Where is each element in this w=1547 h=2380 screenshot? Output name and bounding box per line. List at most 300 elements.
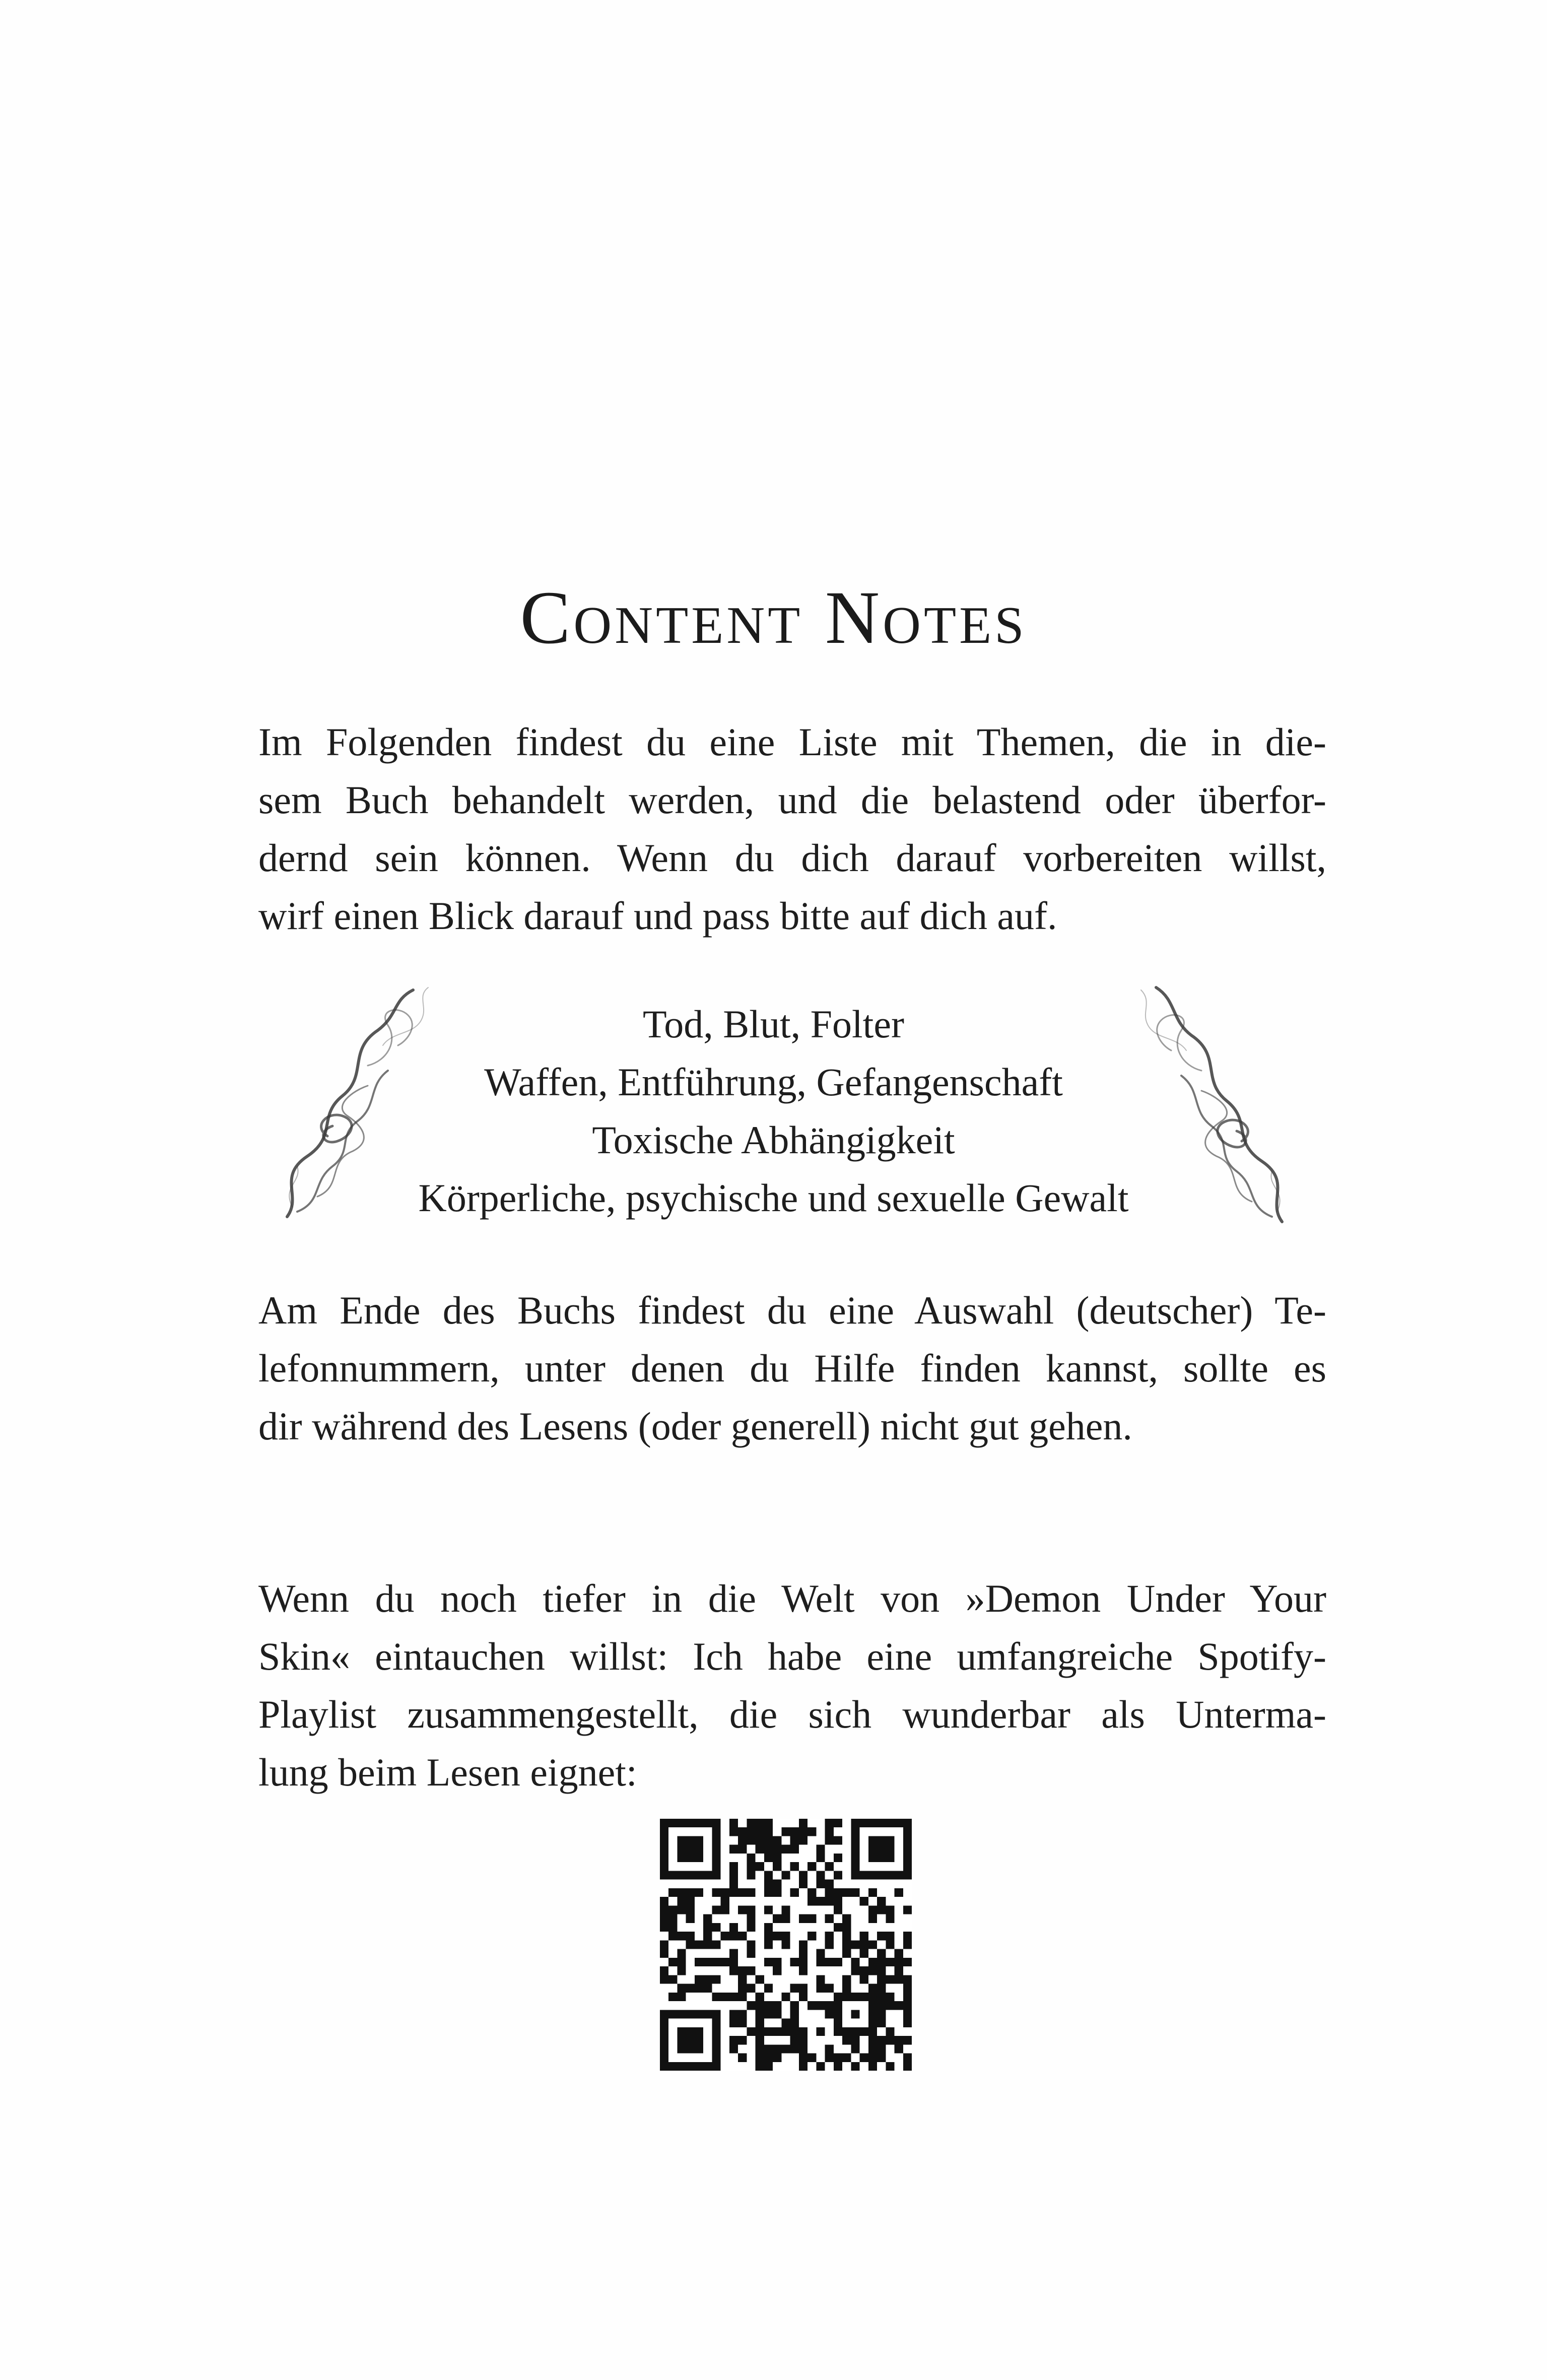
qr-module — [886, 2027, 894, 2036]
qr-module — [756, 1827, 764, 1836]
qr-module — [886, 1993, 894, 2001]
playlist-line: Wenn du noch tiefer in die Welt von »Demon Under Your — [258, 1576, 1326, 1620]
qr-module — [756, 2062, 764, 2071]
qr-module — [799, 1819, 808, 1827]
qr-module — [781, 1871, 790, 1879]
qr-module — [834, 1854, 842, 1862]
qr-module — [825, 1862, 834, 1871]
qr-module — [756, 2054, 764, 2062]
qr-module — [660, 1966, 668, 1975]
qr-module — [825, 1932, 834, 1940]
qr-module — [764, 1923, 773, 1932]
qr-module — [764, 1940, 773, 1949]
qr-module — [756, 2001, 764, 2010]
qr-module — [660, 1949, 668, 1958]
qr-module — [756, 1845, 764, 1854]
qr-module — [773, 1888, 781, 1897]
qr-module — [781, 2027, 790, 2036]
qr-module — [834, 1897, 842, 1905]
qr-module — [790, 2044, 799, 2053]
qr-module — [903, 1905, 912, 1914]
qr-module — [842, 1932, 851, 1940]
qr-module — [738, 1827, 747, 1836]
qr-module — [764, 2044, 773, 2053]
qr-module — [781, 1993, 790, 2001]
qr-module — [799, 1984, 808, 1993]
qr-module — [738, 2019, 747, 2027]
qr-module — [729, 1949, 738, 1958]
qr-module — [886, 2062, 894, 2071]
qr-module — [703, 1940, 712, 1949]
qr-module — [860, 1940, 868, 1949]
qr-module — [738, 1975, 747, 1984]
qr-module — [860, 2054, 868, 2062]
qr-module — [695, 1984, 703, 1993]
qr-module — [686, 1905, 695, 1914]
qr-module — [895, 1888, 903, 1897]
qr-module — [834, 2062, 842, 2071]
qr-module — [738, 2010, 747, 2018]
qr-module — [660, 1923, 668, 1932]
qr-module — [756, 2019, 764, 2027]
qr-module — [825, 1984, 834, 1993]
qr-module — [738, 1845, 747, 1854]
qr-module — [842, 1923, 851, 1932]
qr-module — [799, 1940, 808, 1949]
qr-module — [851, 1888, 859, 1897]
qr-module — [764, 1836, 773, 1844]
qr-module — [756, 2010, 764, 2018]
qr-module — [729, 1923, 738, 1932]
qr-module — [729, 1880, 738, 1888]
qr-module — [729, 2044, 738, 2053]
qr-module — [677, 1905, 686, 1914]
qr-module — [747, 1871, 755, 1879]
qr-module — [756, 2036, 764, 2044]
qr-module — [703, 1914, 712, 1923]
qr-module — [895, 2001, 903, 2010]
qr-module — [668, 1975, 677, 1984]
qr-module — [695, 1888, 703, 1897]
qr-module — [703, 1923, 712, 1932]
qr-module — [677, 1836, 703, 1862]
qr-module — [790, 1827, 799, 1836]
playlist-paragraph — [258, 1569, 1326, 1801]
qr-module — [773, 1854, 781, 1862]
qr-module — [825, 1827, 834, 1836]
qr-module — [764, 1984, 773, 1993]
qr-module — [747, 2027, 755, 2036]
topic-item: Tod, Blut, Folter — [643, 1002, 904, 1046]
qr-module — [903, 1940, 912, 1949]
qr-module — [808, 1914, 816, 1923]
qr-module — [764, 2054, 773, 2062]
topic-item: Körperliche, psychische und sexuelle Gewalt — [418, 1176, 1129, 1220]
qr-module — [790, 1888, 799, 1897]
qr-module — [747, 1905, 755, 1914]
qr-module — [851, 2062, 859, 2071]
qr-module — [721, 1958, 729, 1966]
qr-module — [877, 1932, 886, 1940]
qr-module — [668, 1923, 677, 1932]
qr-module — [808, 1897, 816, 1905]
qr-module — [773, 2027, 781, 2036]
qr-module — [799, 2054, 808, 2062]
qr-module — [877, 2054, 886, 2062]
qr-module — [799, 1827, 808, 1836]
qr-module — [851, 2044, 859, 2053]
qr-module — [799, 1993, 808, 2001]
qr-module — [712, 1975, 720, 1984]
qr-module — [721, 1897, 729, 1905]
qr-module — [877, 1993, 886, 2001]
qr-module — [677, 1897, 686, 1905]
qr-module — [712, 1993, 720, 2001]
qr-module — [703, 1984, 712, 1993]
qr-module — [790, 2027, 799, 2036]
qr-module — [747, 1836, 755, 1844]
playlist-line: Playlist zusammengestellt, die sich wunderbar als Untermа- — [258, 1692, 1326, 1736]
qr-module — [834, 1819, 842, 1827]
qr-module — [816, 1958, 825, 1966]
qr-module — [860, 1966, 868, 1975]
qr-module — [903, 2010, 912, 2018]
qr-module — [790, 2036, 799, 2044]
qr-module — [903, 2019, 912, 2027]
qr-module — [834, 1923, 842, 1932]
qr-module — [842, 1975, 851, 1984]
qr-module — [773, 1836, 781, 1844]
qr-module — [747, 2001, 755, 2010]
qr-module — [825, 1940, 834, 1949]
qr-module — [686, 1914, 695, 1923]
qr-module — [851, 1966, 859, 1975]
qr-module — [895, 1975, 903, 1984]
qr-module — [660, 1905, 668, 1914]
qr-module — [773, 1958, 781, 1966]
qr-module — [816, 1871, 825, 1879]
qr-module — [677, 1888, 686, 1897]
qr-module — [747, 1984, 755, 1993]
qr-module — [790, 1836, 799, 1844]
qr-module — [868, 2036, 877, 2044]
qr-module — [860, 1897, 868, 1905]
qr-module — [799, 2062, 808, 2071]
qr-module — [660, 1914, 668, 1923]
topic-item: Waffen, Entführung, Gefangenschaft — [484, 1060, 1063, 1104]
qr-module — [677, 1932, 686, 1940]
qr-module — [756, 2044, 764, 2053]
qr-module — [764, 2027, 773, 2036]
qr-module — [886, 1905, 894, 1914]
qr-module — [747, 1819, 755, 1827]
qr-module — [668, 1905, 677, 1914]
qr-module — [799, 1871, 808, 1879]
qr-module — [764, 2062, 773, 2071]
qr-module — [790, 2019, 799, 2027]
qr-module — [895, 1958, 903, 1966]
qr-module — [842, 1914, 851, 1923]
qr-module — [877, 2001, 886, 2010]
qr-module — [877, 1897, 886, 1905]
qr-module — [738, 1888, 747, 1897]
qr-module — [860, 1949, 868, 1958]
qr-module — [842, 1984, 851, 1993]
qr-module — [738, 2036, 747, 2044]
qr-module — [721, 1888, 729, 1897]
qr-module — [677, 1958, 686, 1966]
qr-module — [738, 1984, 747, 1993]
qr-module — [842, 1949, 851, 1958]
qr-module — [764, 1932, 773, 1940]
qr-module — [877, 2010, 886, 2018]
qr-module — [799, 2044, 808, 2053]
qr-module — [773, 1914, 781, 1923]
qr-module — [816, 2062, 825, 2071]
qr-module — [790, 1862, 799, 1871]
qr-module — [756, 1975, 764, 1984]
qr-module — [660, 1975, 668, 1984]
qr-module — [781, 1827, 790, 1836]
qr-module — [712, 1905, 720, 1914]
qr-module — [834, 1871, 842, 1879]
qr-module — [747, 1923, 755, 1932]
qr-module — [747, 1914, 755, 1923]
qr-module — [729, 1888, 738, 1897]
qr-module — [808, 2001, 816, 2010]
qr-module — [712, 1888, 720, 1897]
qr-module — [781, 2019, 790, 2027]
intro-line: Im Folgenden findest du eine Liste mit Themen, die in die- — [258, 720, 1326, 764]
qr-module — [764, 1880, 773, 1888]
qr-module — [677, 1949, 686, 1958]
qr-module — [851, 1958, 859, 1966]
qr-module — [764, 1854, 773, 1862]
qr-module — [886, 1932, 894, 1940]
intro-paragraph — [258, 713, 1326, 945]
qr-module — [695, 1975, 703, 1984]
qr-module — [668, 1993, 677, 2001]
qr-module — [668, 1958, 677, 1966]
qr-module — [886, 1914, 894, 1923]
page-title: Content Notes — [520, 576, 1027, 659]
qr-module — [773, 1932, 781, 1940]
qr-module — [868, 1914, 877, 1923]
qr-module — [729, 1827, 738, 1836]
qr-module — [808, 1862, 816, 1871]
qr-module — [660, 1897, 668, 1905]
qr-module — [668, 1932, 677, 1940]
topics-list — [0, 995, 1547, 1227]
qr-module — [860, 1932, 868, 1940]
qr-module — [825, 1888, 834, 1897]
qr-module — [799, 2027, 808, 2036]
intro-line: dernd sein können. Wenn du dich darauf vorbereiten willst, — [258, 836, 1326, 880]
qr-module — [729, 1932, 738, 1940]
qr-module — [903, 1958, 912, 1966]
qr-module — [842, 2054, 851, 2062]
qr-module — [756, 1993, 764, 2001]
qr-module — [764, 1819, 773, 1827]
qr-module — [799, 2036, 808, 2044]
qr-module — [747, 1862, 755, 1871]
help-line: dir während des Lesens (oder generell) nicht gut gehen. — [258, 1404, 1132, 1448]
qr-module — [668, 1914, 677, 1923]
qr-module — [703, 1932, 712, 1940]
qr-module — [868, 1966, 877, 1975]
qr-module — [764, 2010, 773, 2018]
qr-module — [868, 2062, 877, 2071]
qr-module — [808, 2054, 816, 2062]
qr-module — [816, 1984, 825, 1993]
qr-module — [903, 1975, 912, 1984]
qr-module — [886, 1975, 894, 1984]
qr-module — [729, 2036, 738, 2044]
qr-module — [668, 1888, 677, 1897]
qr-module — [868, 1958, 877, 1966]
qr-module — [834, 1905, 842, 1914]
qr-module — [790, 1845, 799, 1854]
qr-module — [877, 2019, 886, 2027]
qr-module — [868, 2044, 877, 2053]
qr-module — [825, 2010, 834, 2018]
qr-module — [825, 1836, 834, 1844]
qr-module — [677, 2027, 703, 2054]
qr-module — [729, 2019, 738, 2027]
qr-code-icon[interactable] — [660, 1816, 912, 2073]
qr-module — [903, 1984, 912, 1993]
qr-module — [747, 1888, 755, 1897]
qr-module — [816, 1854, 825, 1862]
qr-module — [729, 1862, 738, 1871]
qr-module — [781, 1914, 790, 1923]
qr-module — [738, 1993, 747, 2001]
qr-module — [721, 1905, 729, 1914]
qr-module — [721, 1993, 729, 2001]
qr-module — [903, 2001, 912, 2010]
qr-module — [868, 1888, 877, 1897]
qr-module — [747, 1949, 755, 1958]
qr-module — [764, 2001, 773, 2010]
qr-module — [868, 1905, 877, 1914]
qr-module — [877, 1958, 886, 1966]
qr-module — [877, 2044, 886, 2053]
qr-module — [729, 1966, 738, 1975]
playlist-line: Skin« eintauchen willst: Ich habe eine umfangreiche Spotify- — [258, 1634, 1326, 1678]
qr-module — [721, 1932, 729, 1940]
qr-module — [799, 1958, 808, 1966]
qr-module — [886, 2001, 894, 2010]
qr-module — [808, 1827, 816, 1836]
qr-module — [729, 1993, 738, 2001]
qr-module — [773, 2044, 781, 2053]
qr-module — [877, 1949, 886, 1958]
qr-module — [825, 1897, 834, 1905]
qr-module — [903, 1993, 912, 2001]
qr-module — [903, 2054, 912, 2062]
qr-module — [825, 2001, 834, 2010]
qr-module — [764, 1958, 773, 1966]
qr-module — [747, 1940, 755, 1949]
qr-module — [660, 1940, 668, 1949]
qr-module — [756, 1862, 764, 1871]
qr-module — [808, 1888, 816, 1897]
qr-module — [799, 1914, 808, 1923]
qr-module — [816, 1845, 825, 1854]
qr-module — [790, 1984, 799, 1993]
qr-module — [799, 1966, 808, 1975]
qr-module — [773, 1880, 781, 1888]
qr-module — [764, 1871, 773, 1879]
qr-module — [895, 1966, 903, 1975]
qr-module — [677, 1966, 686, 1975]
qr-module — [729, 1958, 738, 1966]
qr-module — [738, 1905, 747, 1914]
qr-module — [842, 1888, 851, 1897]
qr-module — [825, 1958, 834, 1966]
qr-module — [773, 1966, 781, 1975]
qr-module — [877, 1966, 886, 1975]
qr-module — [825, 2044, 834, 2053]
qr-module — [686, 1932, 695, 1940]
qr-module — [695, 1940, 703, 1949]
qr-module — [816, 2001, 825, 2010]
qr-module — [868, 1940, 877, 1949]
qr-module — [756, 2027, 764, 2036]
qr-module — [790, 2001, 799, 2010]
qr-module — [686, 1888, 695, 1897]
qr-module — [773, 2001, 781, 2010]
qr-module — [834, 1888, 842, 1897]
qr-module — [738, 1966, 747, 1975]
qr-module — [842, 1940, 851, 1949]
qr-module — [816, 2027, 825, 2036]
qr-module — [773, 1845, 781, 1854]
qr-module — [781, 1940, 790, 1949]
qr-module — [764, 1827, 773, 1836]
qr-module — [756, 1836, 764, 1844]
help-line: lefonnummern, unter denen du Hilfe finden kannst, sollte es — [258, 1346, 1326, 1390]
qr-module — [816, 1975, 825, 1984]
qr-module — [712, 1958, 720, 1966]
qr-module — [886, 1940, 894, 1949]
qr-module — [860, 1975, 868, 1984]
qr-module — [790, 1958, 799, 1966]
qr-module — [729, 1819, 738, 1827]
qr-module — [825, 2054, 834, 2062]
qr-module — [799, 1949, 808, 1958]
qr-module — [695, 1958, 703, 1966]
qr-module — [825, 1819, 834, 1827]
qr-module — [764, 1905, 773, 1914]
qr-module — [764, 1845, 773, 1854]
intro-line: wirf einen Blick darauf und pass bitte auf dich auf. — [258, 894, 1057, 938]
qr-module — [895, 2036, 903, 2044]
topic-item: Toxische Abhängigkeit — [592, 1118, 955, 1162]
qr-module — [825, 1914, 834, 1923]
qr-module — [834, 1958, 842, 1966]
qr-module — [703, 1975, 712, 1984]
qr-module — [903, 2036, 912, 2044]
qr-module — [773, 2054, 781, 2062]
qr-module — [816, 1897, 825, 1905]
qr-module — [677, 1984, 686, 1993]
qr-module — [773, 2010, 781, 2018]
qr-module — [877, 1905, 886, 1914]
qr-module — [781, 1845, 790, 1854]
qr-module — [773, 1862, 781, 1871]
qr-module — [903, 1932, 912, 1940]
